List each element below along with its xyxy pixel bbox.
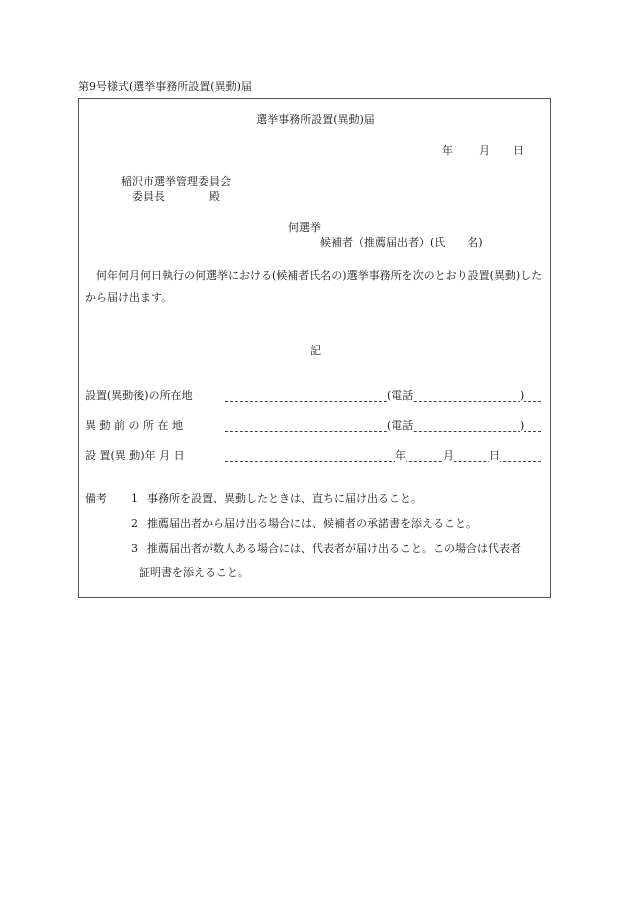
form-title: 選挙事務所設置(異動)届 bbox=[256, 113, 375, 126]
note-1-text: 事務所を設置、異動したときは、直ちに届け出ること。 bbox=[147, 492, 422, 505]
addressee-committee: 稲沢市選挙管理委員会 bbox=[121, 175, 231, 188]
field-location-before-label: 異 動 前 の 所 在 地 bbox=[85, 419, 183, 432]
field-location-after-phone-label: (電話 bbox=[387, 389, 414, 402]
field-location-before-phone-label: (電話 bbox=[387, 419, 414, 432]
form-frame bbox=[78, 98, 551, 598]
field-date-year: 年 bbox=[395, 449, 406, 462]
sender-candidate: 候補者（推薦届出者）(氏 名) bbox=[320, 236, 483, 249]
field-date-label: 設 置(異 動)年 月 日 bbox=[85, 449, 185, 462]
sender-election: 何選挙 bbox=[288, 221, 321, 234]
field-location-after-line[interactable] bbox=[225, 401, 541, 402]
note-2-number: 2 bbox=[131, 517, 138, 530]
form-number-label: 第9号様式(選挙事務所設置(異動)届 bbox=[78, 80, 252, 93]
note-3-number: 3 bbox=[131, 542, 138, 555]
note-3-text: 推薦届出者が数人ある場合には、代表者が届け出ること。この場合は代表者 bbox=[147, 542, 521, 555]
ki-heading: 記 bbox=[310, 344, 321, 357]
date-month: 月 bbox=[479, 144, 490, 157]
addressee-chairman: 委員長 殿 bbox=[132, 190, 220, 203]
notification-body: 何年何月何日執行の何選挙における(候補者氏名の)選挙事務所を次のとおり設置(異動)したから届け出ます。 bbox=[85, 269, 543, 304]
field-location-before-line[interactable] bbox=[225, 431, 541, 432]
field-location-after-phone-close: ) bbox=[520, 389, 525, 402]
date-day: 日 bbox=[513, 144, 524, 157]
field-location-after-label: 設置(異動後)の所在地 bbox=[85, 389, 193, 402]
note-1-number: 1 bbox=[131, 492, 138, 505]
note-3-text-continued: 証明書を添えること。 bbox=[139, 566, 249, 579]
notes-label: 備考 bbox=[85, 492, 107, 505]
field-date-month: 月 bbox=[443, 449, 454, 462]
field-location-before-phone-close: ) bbox=[520, 419, 525, 432]
date-year: 年 bbox=[442, 144, 453, 157]
field-date-day: 日 bbox=[489, 449, 500, 462]
note-2-text: 推薦届出者から届け出る場合には、候補者の承諾書を添えること。 bbox=[147, 517, 477, 530]
